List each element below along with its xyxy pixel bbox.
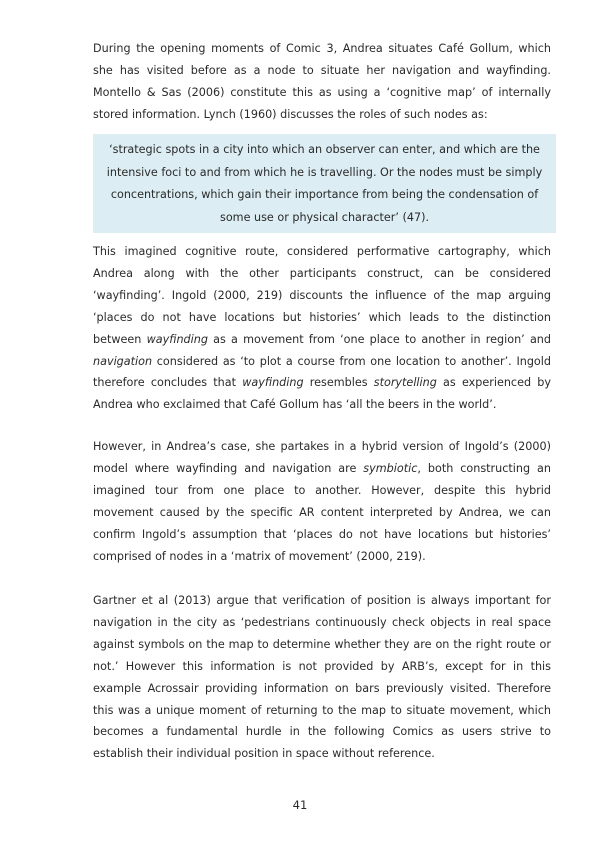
text-run: considered as ‘to plot a course from one location to another’. Ingold therefore concludes that — [93, 354, 551, 390]
emphasis-navigation: navigation — [93, 354, 153, 368]
emphasis-symbiotic: symbiotic — [363, 461, 418, 475]
paragraph-gartner: Gartner et al (2013) argue that verification of position is always important for navigation in the city as ‘pedestrians continuously check objects in real space against symbols on the map to determine whether they are on the right route or not.’ However this information is not provided by ARB’s, except for in this example Acrossair providing information on bars previously visited. Therefore this was a unique moment of returning to the map to situate movement, which becomes a fundamental hurdle in the following Comics as users strive to establish their individual position in space without reference. — [93, 594, 551, 761]
text-run: This imagined cognitive route, considered performative cartography, which Andrea along with the other participants construct, can be considered ‘wayfinding’. Ingold (2000, 219) discounts the influence of the map arguing ‘places do not have locations but histories’ which leads to the distinction between — [93, 245, 551, 346]
text-run: , both constructing an imagined tour from one place to another. However, despite this hybrid movement caused by the specific AR content interpreted by Andrea, we can confirm Ingold’s assumption that ‘places do not have locations but histories’ comprised of nodes in a ‘matrix of movement’ (2000, 219). — [93, 461, 551, 563]
text-run: as a movement from ‘one place to another in region’ and — [207, 332, 551, 346]
page-number: 41 — [292, 798, 308, 812]
emphasis-wayfinding: wayfinding — [242, 376, 304, 390]
emphasis-storytelling: storytelling — [373, 376, 437, 390]
paragraph-wayfinding — [93, 241, 551, 416]
text-run: However, in Andrea’s case, she partakes in a hybrid version of Ingold’s (2000) model where wayfinding and navigation are — [93, 440, 551, 475]
emphasis-wayfinding: wayfinding — [146, 332, 208, 346]
paragraph-hybrid — [93, 436, 551, 567]
text-run: as experienced by Andrea who exclaimed that Café Gollum has ‘all the beers in the world’. — [93, 376, 551, 412]
text-run: resembles — [303, 376, 374, 390]
block-quote: ‘strategic spots in a city into which an observer can enter, and which are the intensive foci to and from which he is travelling. Or the nodes must be simply concentrations, which gain their importance from being the condensation of some use or physical character’ (47). — [93, 134, 556, 233]
paragraph-intro: During the opening moments of Comic 3, Andrea situates Café Gollum, which she has visited before as a node to situate her navigation and wayfinding. Montello & Sas (2006) constitute this as using a ‘cognitive map’ of internally stored information. Lynch (1960) discusses the roles of such nodes as: — [93, 42, 551, 121]
